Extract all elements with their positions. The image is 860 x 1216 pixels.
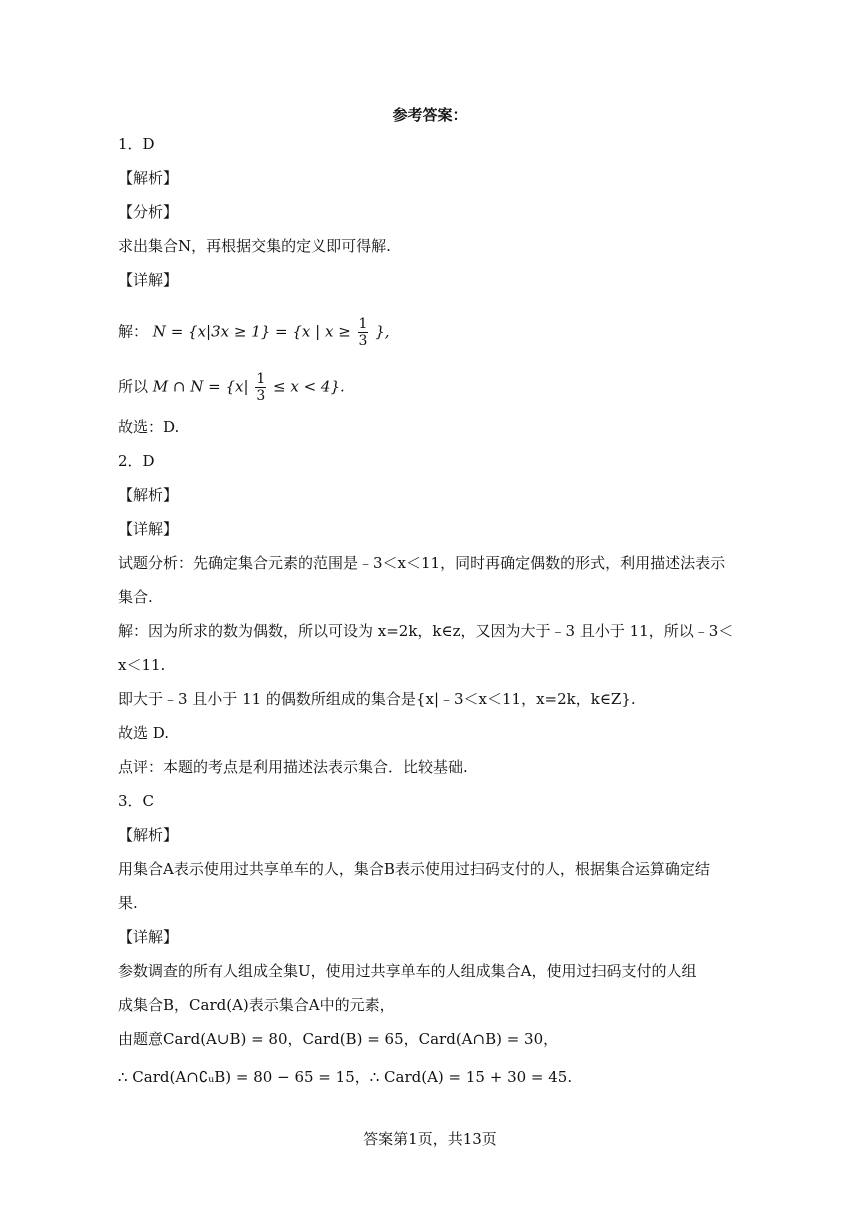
q2-line2: 集合. <box>118 588 153 606</box>
q1-sol-frac-den: 3 <box>358 333 368 349</box>
q2-comment: 点评：本题的考点是利用描述法表示集合．比较基础. <box>118 758 468 776</box>
q1-tag-jiexi: 【解析】 <box>118 169 179 187</box>
q1-conc-frac-den: 3 <box>256 388 266 404</box>
q2-line1: 试题分析：先确定集合元素的范围是﹣3＜x＜11，同时再确定偶数的形式，利用描述法表示 <box>118 554 726 572</box>
q2-line5: 即大于﹣3 且小于 11 的偶数所组成的集合是{x|﹣3＜x＜11，x=2k，k∈Z}. <box>118 690 636 708</box>
q1-solution-line <box>118 316 390 349</box>
q1-sol-tail: }, <box>375 322 390 341</box>
q3-tag-xiangjie: 【详解】 <box>118 928 179 946</box>
q1-conc-fraction <box>255 371 266 404</box>
q2-tag-jiexi: 【解析】 <box>118 486 179 504</box>
q2-answer: 故选 D. <box>118 724 170 742</box>
q1-tag-xiangjie: 【详解】 <box>118 271 179 289</box>
q1-analysis: 求出集合N，再根据交集的定义即可得解. <box>118 237 391 255</box>
q3-number: 3．C <box>118 792 155 810</box>
q1-answer: 故选：D. <box>118 418 180 436</box>
q1-number: 1．D <box>118 135 155 153</box>
q3-line4: 成集合B，Card(A)表示集合A中的元素， <box>118 996 395 1014</box>
q3-line1: 用集合A表示使用过共享单车的人，集合B表示使用过扫码支付的人，根据集合运算确定结 <box>118 860 710 878</box>
q1-sol-lead: 解： <box>118 322 149 341</box>
page-title: 参考答案： <box>392 106 468 124</box>
q1-sol-set: N = {x|3x ≥ 1} = {x | x ≥ <box>152 322 356 341</box>
q3-line6: ∴ Card(A∩∁ᵤB) = 80 − 65 = 15，∴ Card(A) = 15 + 30 = 45. <box>118 1068 573 1086</box>
q1-conc-frac-num: 1 <box>256 371 266 387</box>
q3-line3: 参数调查的所有人组成全集U，使用过共享单车的人组成集合A，使用过扫码支付的人组 <box>118 962 697 980</box>
q1-sol-fraction <box>358 316 369 349</box>
q2-tag-xiangjie: 【详解】 <box>118 520 179 538</box>
q3-line5: 由题意Card(A∪B) = 80，Card(B) = 65，Card(A∩B) = 30， <box>118 1030 559 1048</box>
page-footer: 答案第1页，共13页 <box>363 1130 497 1148</box>
q1-conc-set: M ∩ N = {x| <box>152 377 249 396</box>
q1-conc-lead: 所以 <box>118 377 149 396</box>
q1-sol-frac-num: 1 <box>358 316 368 332</box>
q1-conclusion-line <box>118 371 345 404</box>
q3-tag-jiexi: 【解析】 <box>118 826 179 844</box>
q1-tag-fenxi: 【分析】 <box>118 203 179 221</box>
q2-line3: 解：因为所求的数为偶数，所以可设为 x=2k，k∈z，又因为大于﹣3 且小于 11，所以﹣3＜ <box>118 622 734 640</box>
q2-line4: x＜11. <box>118 656 166 674</box>
q1-conc-tail: ≤ x < 4}. <box>273 377 345 396</box>
q3-line2: 果. <box>118 894 138 912</box>
q2-number: 2．D <box>118 452 155 470</box>
